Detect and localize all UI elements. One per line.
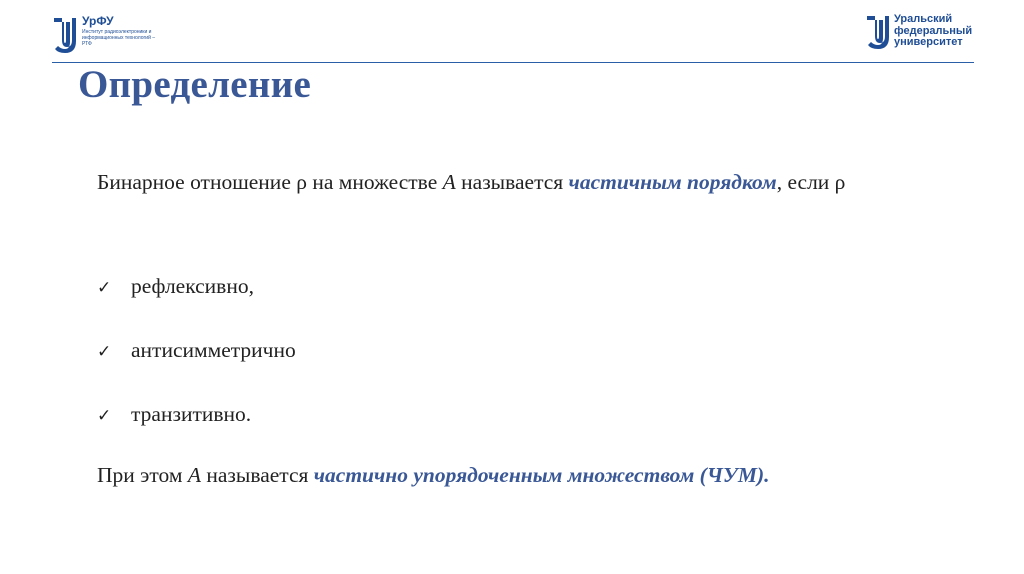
checkmark-icon: ✓ [97,406,112,426]
definition-paragraph [97,162,946,203]
term-partial-order: частичным порядком [568,170,777,194]
urfu-mark-icon [52,16,78,56]
property-text: транзитивно. [131,402,252,426]
list-item [97,264,296,328]
list-item [97,328,296,392]
definition-text: Бинарное отношение ρ на множестве [97,170,443,194]
left-logo-caption: Институт радиоэлектроники и информационных технологий – РТФ [82,29,156,47]
summary-text: называется [200,463,314,487]
list-item [97,392,296,456]
checkmark-icon: ✓ [97,278,112,298]
set-variable: A [442,170,456,194]
left-logo-name: УрФУ [82,14,114,28]
summary-line [97,453,770,497]
property-text: рефлексивно, [131,274,254,298]
term-poset: частично упорядоченным множеством (ЧУМ). [313,463,770,487]
urfu-rtf-logo [52,14,156,58]
property-text: антисимметрично [131,338,296,362]
right-logo-name: Уральский федеральный университет [894,13,973,48]
definition-text: называется [455,170,569,194]
set-variable: A [187,463,201,487]
page-title: Определение [78,63,312,106]
checkmark-icon: ✓ [97,342,112,362]
definition-text: , если ρ [776,170,846,194]
summary-text: При этом [97,463,188,487]
urfu-mark-icon [866,15,890,51]
properties-list [97,264,296,456]
urfu-logo [866,14,976,58]
